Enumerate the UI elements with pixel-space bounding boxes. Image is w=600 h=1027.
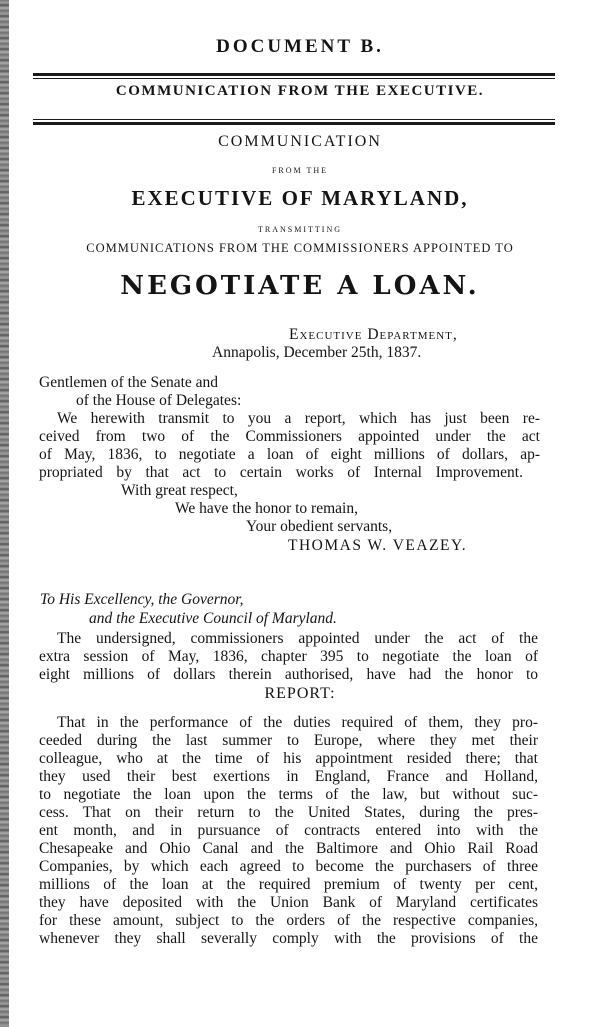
title-communications: COMMUNICATIONS FROM THE COMMISSIONERS APPOINTED TO	[86, 241, 514, 255]
report-body-line: ent month, and in pursuance of contracts entered into with the	[39, 822, 538, 839]
report-intro-line: The undersigned, commissioners appointed under the act of the	[57, 630, 538, 647]
dateline-place: Annapolis, December 25th, 1837.	[212, 344, 422, 361]
report-body-line: to negotiate the loan upon the terms of the law, but without suc-	[39, 786, 538, 803]
closing-line-1: With great respect,	[121, 482, 238, 499]
report-intro-line: eight millions of dollars therein authorised, have had the honor to	[39, 666, 538, 683]
letter-body-line: ceived from two of the Commissioners appointed under the act	[39, 428, 540, 445]
signature: THOMAS W. VEAZEY.	[288, 537, 468, 554]
report-body-line: they have deposited with the Union Bank of Maryland certificates	[39, 894, 538, 911]
report-body-line: ceeded during the last summer to Europe, where they met their	[39, 732, 538, 749]
title-transmitting: TRANSMITTING	[258, 225, 342, 234]
letter-body-line: propriated by that act to certain works of Internal Improvement.	[39, 464, 523, 481]
bottom-rule	[33, 122, 555, 125]
top-rule-thin	[33, 78, 555, 79]
report-body-line: for these amount, subject to the orders of the respective companies,	[39, 912, 538, 929]
salutation-line-2: of the House of Delegates:	[76, 392, 242, 409]
report-address-line-1: To His Excellency, the Governor,	[40, 591, 244, 608]
top-rule	[33, 73, 555, 76]
letter-body-line: of May, 1836, to negotiate a loan of eight millions of dollars, ap-	[39, 446, 540, 463]
title-from-the: FROM THE	[271, 166, 329, 175]
title-negotiate-loan: NEGOTIATE A LOAN.	[120, 271, 480, 301]
report-intro-line: extra session of May, 1836, chapter 395 to negotiate the loan of	[39, 648, 538, 665]
report-body-line: millions of the loan at the required premium of twenty per cent,	[39, 876, 538, 893]
report-address-line-2: and the Executive Council of Maryland.	[89, 610, 337, 627]
closing-line-3: Your obedient servants,	[246, 518, 393, 535]
title-communication: COMMUNICATION	[218, 133, 382, 150]
report-body-line: Chesapeake and Ohio Canal and the Baltimore and Ohio Rail Road	[39, 840, 538, 857]
scan-edge-artifact	[0, 0, 9, 1027]
letter-body-line: We herewith transmit to you a report, which has just been re-	[57, 410, 540, 427]
report-heading: REPORT:	[264, 685, 336, 702]
bottom-rule-thin	[33, 119, 555, 120]
report-body-line: they used their best exertions in England, France and Holland,	[39, 768, 538, 785]
report-body-line: colleague, who at the time of his appointment resided there; that	[39, 750, 538, 767]
section-heading: COMMUNICATION FROM THE EXECUTIVE.	[115, 83, 485, 99]
dateline-department: Executive Department,	[289, 326, 458, 343]
report-body-line: That in the performance of the duties required of them, they pro-	[57, 714, 538, 731]
title-executive: EXECUTIVE OF MARYLAND,	[131, 186, 469, 210]
report-body-line: whenever they shall severally comply with the provisions of the	[39, 930, 538, 947]
closing-line-2: We have the honor to remain,	[175, 500, 358, 517]
report-body-line: Companies, by which each agreed to become the purchasers of three	[39, 858, 538, 875]
document-title: DOCUMENT B.	[216, 36, 384, 57]
report-body-line: cess. That on their return to the United States, during the pres-	[39, 804, 538, 821]
salutation-line-1: Gentlemen of the Senate and	[39, 374, 219, 391]
